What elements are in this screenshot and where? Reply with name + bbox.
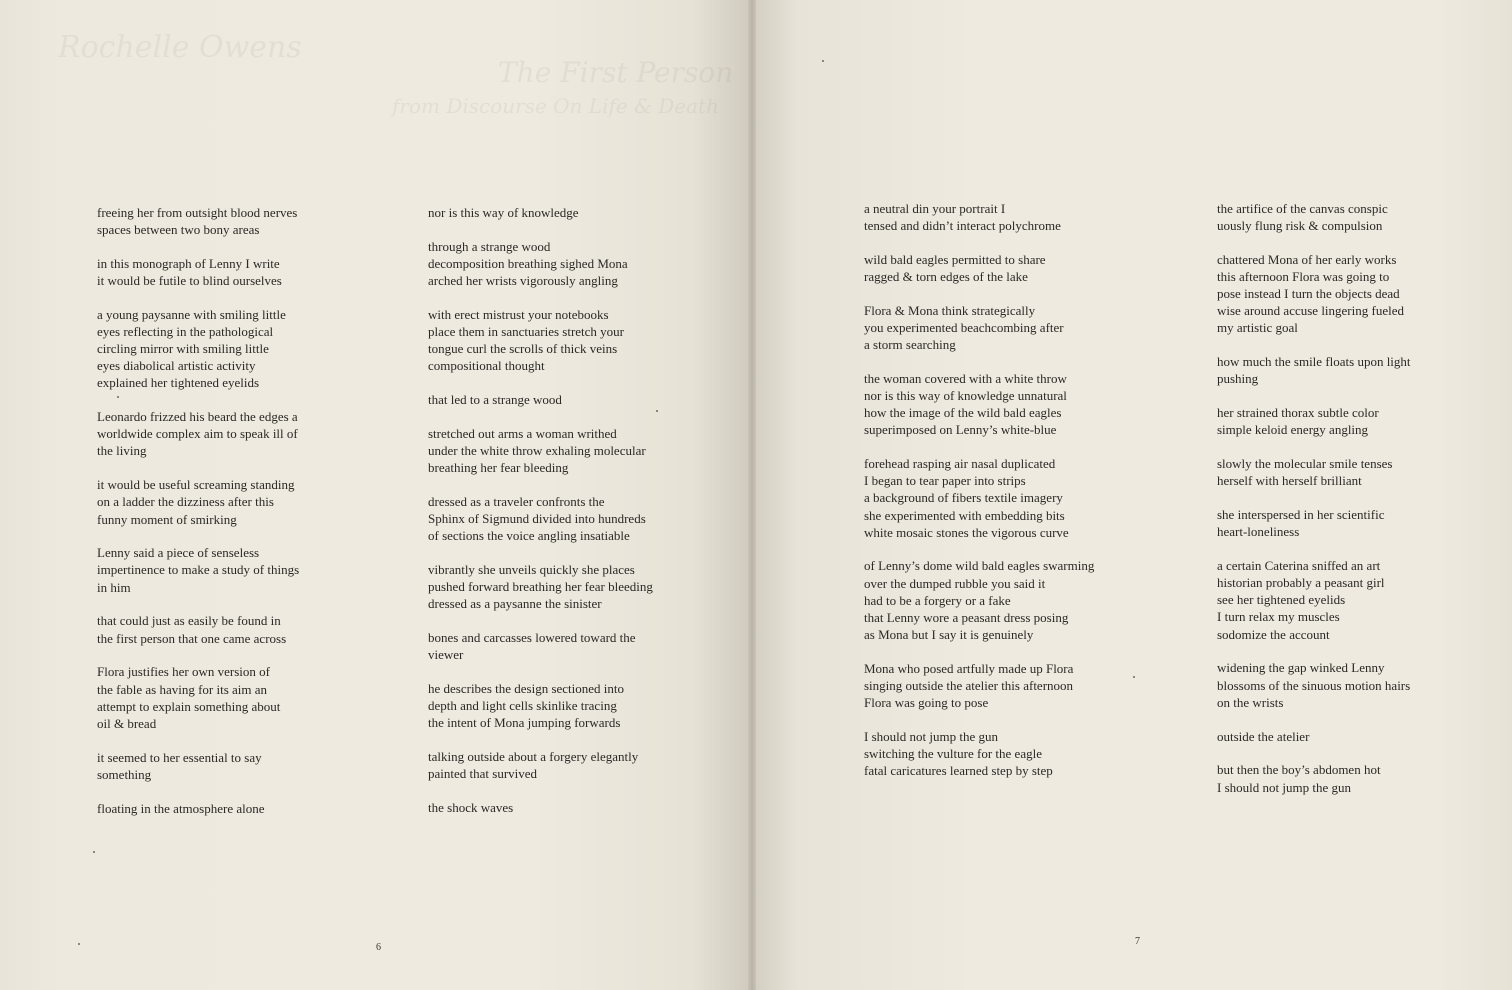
left-page bbox=[0, 0, 752, 990]
right-page bbox=[752, 0, 1512, 990]
poem-line: the artifice of the canvas conspic bbox=[1217, 201, 1388, 216]
poem-line: eyes diabolical artistic activity bbox=[97, 358, 256, 374]
stanza bbox=[97, 255, 299, 289]
paper-speck bbox=[822, 60, 824, 62]
poem-line: that could just as easily be found in bbox=[97, 613, 281, 629]
poem-line: how the image of the wild bald eagles bbox=[864, 405, 1062, 421]
poem-line: of Lenny’s dome wild bald eagles swarming bbox=[864, 558, 1095, 574]
poem-line: attempt to explain something about bbox=[97, 698, 281, 714]
poem-line: uously flung risk & compulsion bbox=[1217, 218, 1383, 234]
stanza bbox=[97, 800, 299, 817]
poem-line: as Mona but I say it is genuinely bbox=[864, 626, 1034, 642]
poem-line: that led to a strange wood bbox=[428, 392, 562, 408]
poem-line: a certain Caterina sniffed an art bbox=[1217, 558, 1381, 574]
stanza bbox=[1217, 659, 1411, 710]
stanza bbox=[1217, 728, 1411, 745]
poem-line: ragged & torn edges of the lake bbox=[864, 269, 1028, 285]
poem-line: heart-loneliness bbox=[1217, 524, 1300, 540]
poem-line: Flora & Mona think strategically bbox=[864, 302, 1036, 318]
stanza bbox=[428, 425, 653, 476]
poem-line: wise around accuse lingering fueled bbox=[1217, 303, 1404, 319]
poem-line: chattered Mona of her early works bbox=[1217, 251, 1397, 267]
poem-line: he describes the design sectioned into bbox=[428, 681, 625, 697]
poem-line: floating in the atmosphere alone bbox=[97, 800, 265, 816]
stanza bbox=[428, 680, 653, 731]
stanza bbox=[428, 748, 653, 782]
poem-line: the woman covered with a white throw bbox=[864, 371, 1067, 387]
poem-line: decomposition breathing sighed Mona bbox=[428, 255, 628, 271]
stanza bbox=[864, 660, 1094, 711]
stanza bbox=[97, 663, 299, 731]
poem-line: widening the gap winked Lenny bbox=[1217, 660, 1385, 676]
poem-line: it would be useful screaming standing bbox=[97, 477, 295, 493]
stanza bbox=[428, 391, 653, 408]
stanza bbox=[428, 238, 653, 289]
poem-line: her strained thorax subtle color bbox=[1217, 405, 1379, 421]
poem-line: impertinence to make a study of things bbox=[97, 562, 300, 578]
poem-line: breathing her fear bleeding bbox=[428, 460, 569, 476]
stanza bbox=[1217, 251, 1411, 336]
poem-line: the shock waves bbox=[428, 800, 514, 816]
poem-line: Flora justifies her own version of bbox=[97, 664, 270, 680]
poem-line: the fable as having for its aim an bbox=[97, 681, 268, 697]
stanza bbox=[1217, 200, 1411, 234]
stanza bbox=[428, 306, 653, 374]
page-number-left: 6 bbox=[376, 942, 381, 953]
poem-column-left-2 bbox=[428, 204, 653, 833]
page-number-right: 7 bbox=[1135, 936, 1140, 947]
poem-line: bones and carcasses lowered toward the bbox=[428, 630, 636, 646]
poem-line: under the white throw exhaling molecular bbox=[428, 443, 646, 459]
stanza bbox=[1217, 557, 1411, 642]
poem-line: Flora was going to pose bbox=[864, 694, 989, 710]
poem-line: a neutral din your portrait I bbox=[864, 201, 1006, 216]
stanza bbox=[97, 476, 299, 527]
poem-line: superimposed on Lenny’s white-blue bbox=[864, 422, 1057, 438]
stanza bbox=[1217, 353, 1411, 387]
poem-line: blossoms of the sinuous motion hairs bbox=[1217, 677, 1411, 693]
poem-column-right-2 bbox=[1217, 200, 1411, 812]
poem-line: pushing bbox=[1217, 371, 1259, 387]
poem-line: the living bbox=[97, 443, 147, 459]
poem-line: tongue curl the scrolls of thick veins bbox=[428, 341, 618, 357]
show-through-title: The First Person bbox=[498, 56, 734, 89]
stanza bbox=[864, 251, 1094, 285]
poem-line: through a strange wood bbox=[428, 238, 551, 254]
poem-line: on a ladder the dizziness after this bbox=[97, 494, 274, 510]
poem-column-right-1 bbox=[864, 200, 1094, 796]
paper-speck bbox=[656, 410, 658, 412]
poem-line: pose instead I turn the objects dead bbox=[1217, 286, 1400, 302]
poem-line: arched her wrists vigorously angling bbox=[428, 273, 618, 289]
poem-line: but then the boy’s abdomen hot bbox=[1217, 762, 1381, 778]
poem-line: tensed and didn’t interact polychrome bbox=[864, 218, 1061, 234]
poem-line: over the dumped rubble you said it bbox=[864, 575, 1046, 591]
stanza bbox=[1217, 506, 1411, 540]
poem-line: that Lenny wore a peasant dress posing bbox=[864, 609, 1069, 625]
poem-line: my artistic goal bbox=[1217, 320, 1298, 336]
poem-line: the intent of Mona jumping forwards bbox=[428, 715, 621, 731]
show-through-subtitle: from Discourse On Life & Death bbox=[392, 94, 719, 118]
stanza bbox=[864, 728, 1094, 779]
poem-line: a storm searching bbox=[864, 337, 956, 353]
stanza bbox=[1217, 455, 1411, 489]
poem-line: Leonardo frizzed his beard the edges a bbox=[97, 409, 298, 425]
poem-line: talking outside about a forgery elegantly bbox=[428, 749, 639, 765]
poem-line: I turn relax my muscles bbox=[1217, 609, 1340, 625]
poem-line: worldwide complex aim to speak ill of bbox=[97, 426, 298, 442]
poem-line: singing outside the atelier this afternoon bbox=[864, 677, 1074, 693]
poem-line: nor is this way of knowledge unnatural bbox=[864, 388, 1067, 404]
poem-line: wild bald eagles permitted to share bbox=[864, 251, 1046, 267]
stanza bbox=[428, 799, 653, 816]
paper-speck bbox=[78, 943, 80, 945]
paper-speck bbox=[93, 851, 95, 853]
poem-line: funny moment of smirking bbox=[97, 511, 237, 527]
poem-line: Lenny said a piece of senseless bbox=[97, 545, 260, 561]
poem-line: Mona who posed artfully made up Flora bbox=[864, 660, 1074, 676]
stanza bbox=[864, 370, 1094, 438]
poem-line: depth and light cells skinlike tracing bbox=[428, 698, 617, 714]
poem-line: sodomize the account bbox=[1217, 626, 1330, 642]
poem-line: something bbox=[97, 766, 152, 782]
stanza bbox=[97, 544, 299, 595]
poem-line: the first person that one came across bbox=[97, 630, 287, 646]
poem-line: vibrantly she unveils quickly she places bbox=[428, 562, 635, 578]
book-gutter bbox=[748, 0, 756, 990]
poem-line: I began to tear paper into strips bbox=[864, 473, 1026, 489]
paper-speck bbox=[1133, 676, 1135, 678]
poem-line: she interspersed in her scientific bbox=[1217, 507, 1385, 523]
poem-line: simple keloid energy angling bbox=[1217, 422, 1369, 438]
poem-line: had to be a forgery or a fake bbox=[864, 592, 1011, 608]
poem-column-left-1 bbox=[97, 204, 299, 834]
poem-line: place them in sanctuaries stretch your bbox=[428, 324, 625, 340]
poem-line: a young paysanne with smiling little bbox=[97, 306, 286, 322]
poem-line: dressed as a traveler confronts the bbox=[428, 494, 605, 510]
poem-line: Sphinx of Sigmund divided into hundreds bbox=[428, 511, 646, 527]
poem-line: forehead rasping air nasal duplicated bbox=[864, 456, 1056, 472]
stanza bbox=[428, 629, 653, 663]
paper-speck bbox=[117, 396, 119, 398]
poem-line: stretched out arms a woman writhed bbox=[428, 426, 617, 442]
show-through-author: Rochelle Owens bbox=[58, 30, 302, 65]
stanza bbox=[97, 306, 299, 391]
poem-line: she experimented with embedding bits bbox=[864, 507, 1065, 523]
poem-line: herself with herself brilliant bbox=[1217, 473, 1362, 489]
stanza bbox=[428, 493, 653, 544]
stanza bbox=[1217, 404, 1411, 438]
poem-line: switching the vulture for the eagle bbox=[864, 745, 1042, 761]
poem-line: with erect mistrust your notebooks bbox=[428, 306, 609, 322]
poem-line: oil & bread bbox=[97, 715, 157, 731]
poem-line: pushed forward breathing her fear bleeding bbox=[428, 579, 653, 595]
poem-line: slowly the molecular smile tenses bbox=[1217, 456, 1393, 472]
stanza bbox=[428, 204, 653, 221]
poem-line: explained her tightened eyelids bbox=[97, 375, 260, 391]
poem-line: nor is this way of knowledge bbox=[428, 205, 579, 220]
poem-line: circling mirror with smiling little bbox=[97, 341, 269, 357]
poem-line: it seemed to her essential to say bbox=[97, 749, 262, 765]
poem-line: eyes reflecting in the pathological bbox=[97, 324, 274, 340]
poem-line: I should not jump the gun bbox=[864, 728, 998, 744]
poem-line: you experimented beachcombing after bbox=[864, 320, 1064, 336]
poem-line: white mosaic stones the vigorous curve bbox=[864, 524, 1069, 540]
stanza bbox=[864, 557, 1094, 642]
poem-line: a background of fibers textile imagery bbox=[864, 490, 1063, 506]
poem-line: outside the atelier bbox=[1217, 728, 1310, 744]
poem-line: compositional thought bbox=[428, 358, 545, 374]
poem-line: of sections the voice angling insatiable bbox=[428, 528, 630, 544]
poem-line: how much the smile floats upon light bbox=[1217, 354, 1411, 370]
poem-line: dressed as a paysanne the sinister bbox=[428, 596, 602, 612]
poem-line: in him bbox=[97, 579, 131, 595]
poem-line: viewer bbox=[428, 647, 464, 663]
stanza bbox=[97, 749, 299, 783]
stanza bbox=[97, 408, 299, 459]
poem-line: freeing her from outsight blood nerves bbox=[97, 205, 298, 220]
poem-line: painted that survived bbox=[428, 766, 538, 782]
stanza bbox=[864, 302, 1094, 353]
poem-line: in this monograph of Lenny I write bbox=[97, 255, 280, 271]
poem-line: it would be futile to blind ourselves bbox=[97, 273, 282, 289]
poem-line: on the wrists bbox=[1217, 694, 1284, 710]
stanza bbox=[1217, 761, 1411, 795]
stanza bbox=[864, 455, 1094, 540]
poem-line: this afternoon Flora was going to bbox=[1217, 269, 1390, 285]
stanza bbox=[97, 612, 299, 646]
poem-line: historian probably a peasant girl bbox=[1217, 575, 1385, 591]
poem-line: see her tightened eyelids bbox=[1217, 592, 1346, 608]
poem-line: fatal caricatures learned step by step bbox=[864, 763, 1053, 779]
stanza bbox=[428, 561, 653, 612]
stanza bbox=[864, 200, 1094, 234]
poem-line: spaces between two bony areas bbox=[97, 222, 260, 238]
poem-line: I should not jump the gun bbox=[1217, 779, 1351, 795]
stanza bbox=[97, 204, 299, 238]
